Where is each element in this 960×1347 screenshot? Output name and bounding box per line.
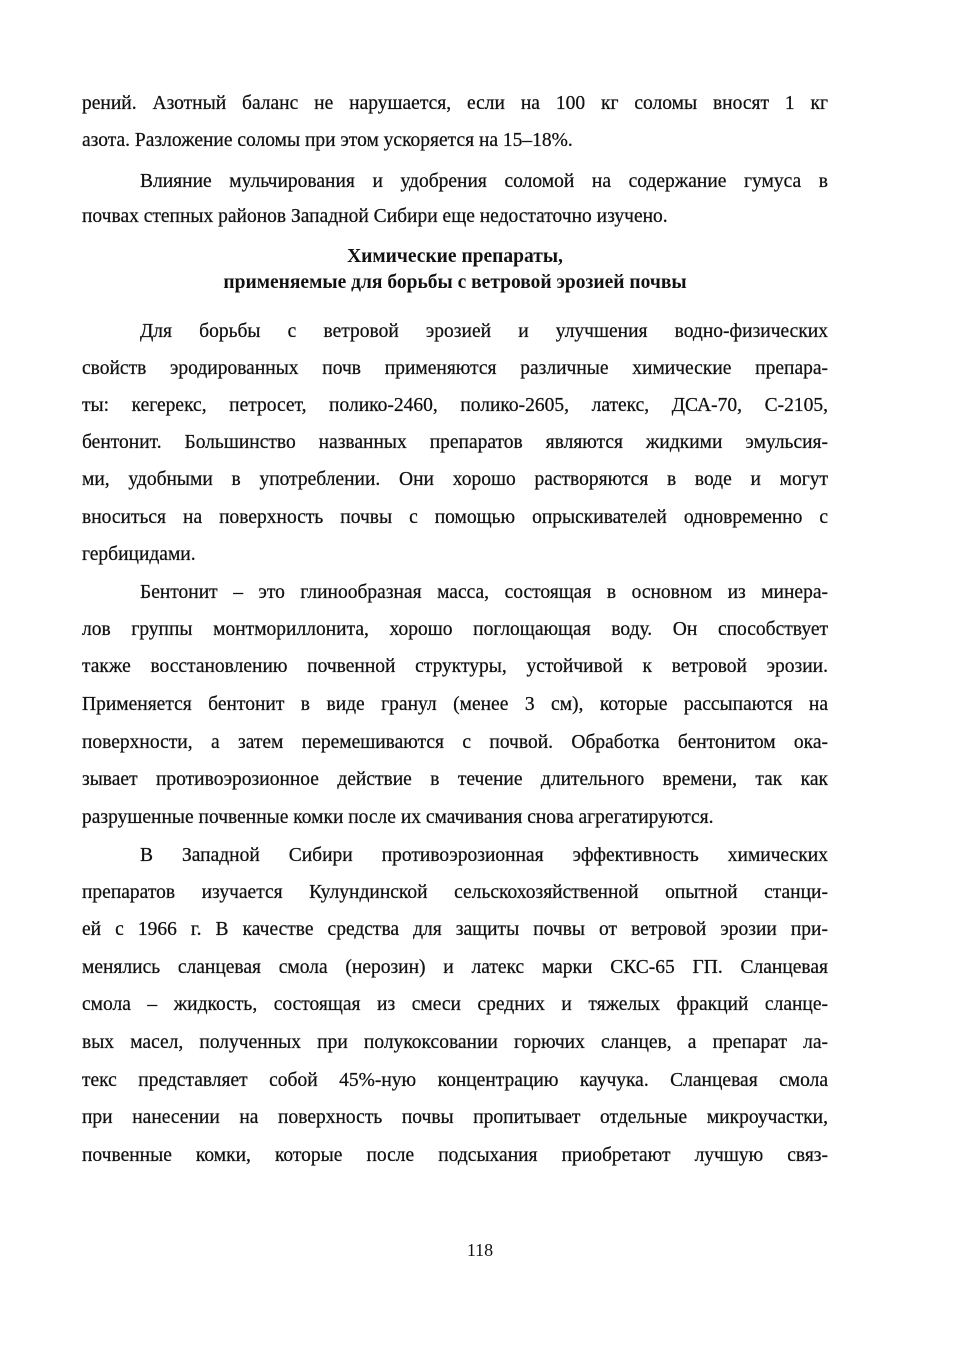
text-line: препаратов изучается Кулундинской сельскохозяйственной опытной станци- bbox=[82, 882, 828, 903]
text-line: рений. Азотный баланс не нарушается, если на 100 кг соломы вносят 1 кг bbox=[82, 93, 828, 114]
text-line: свойств эродированных почв применяются различные химические препара- bbox=[82, 358, 828, 379]
text-line: В Западной Сибири противоэрозионная эффективность химических bbox=[140, 845, 828, 866]
text-line: также восстановлению почвенной структуры, устойчивой к ветровой эрозии. bbox=[82, 656, 828, 677]
text-line: смола – жидкость, состоящая из смеси средних и тяжелых фракций сланце- bbox=[82, 994, 828, 1015]
text-line: вноситься на поверхность почвы с помощью опрыскивателей одновременно с bbox=[82, 507, 828, 528]
text-line: разрушенные почвенные комки после их смачивания снова агрегатируются. bbox=[82, 807, 714, 828]
text-line: Влияние мульчирования и удобрения соломой на содержание гумуса в bbox=[140, 171, 828, 192]
text-line: текс представляет собой 45%-ную концентрацию каучука. Сланцевая смола bbox=[82, 1070, 828, 1091]
text-line: лов группы монтмориллонита, хорошо поглощающая воду. Он способствует bbox=[82, 619, 828, 640]
text-line: Бентонит – это глинообразная масса, состоящая в основном из минера- bbox=[140, 582, 828, 603]
text-line: Для борьбы с ветровой эрозией и улучшения водно-физических bbox=[140, 321, 828, 342]
text-line: вых масел, полученных при полукоксовании горючих сланцев, а препарат ла- bbox=[82, 1032, 828, 1053]
text-line: ты: кегерекс, петросет, полико-2460, полико-2605, латекс, ДСА-70, С-2105, bbox=[82, 395, 828, 416]
text-line: ей с 1966 г. В качестве средства для защиты почвы от ветровой эрозии при- bbox=[82, 919, 828, 940]
text-line: поверхности, а затем перемешиваются с почвой. Обработка бентонитом ока- bbox=[82, 732, 828, 753]
text-line: зывает противоэрозионное действие в течение длительного времени, так как bbox=[82, 769, 828, 790]
text-line: почвах степных районов Западной Сибири еще недостаточно изучено. bbox=[82, 206, 668, 227]
text-line: азота. Разложение соломы при этом ускоряется на 15–18%. bbox=[82, 130, 573, 151]
page-number: 118 bbox=[466, 1240, 494, 1260]
text-line: при нанесении на поверхность почвы пропитывает отдельные микроучастки, bbox=[82, 1107, 828, 1128]
text-line: менялись сланцевая смола (нерозин) и латекс марки СКС-65 ГП. Сланцевая bbox=[82, 957, 828, 978]
section-heading-line: применяемые для борьбы с ветровой эрозией почвы bbox=[223, 272, 687, 293]
text-line: ми, удобными в употреблении. Они хорошо растворяются в воде и могут bbox=[82, 469, 828, 490]
text-line: бентонит. Большинство названных препаратов являются жидкими эмульсия- bbox=[82, 432, 828, 453]
section-heading-line: Химические препараты, bbox=[347, 246, 563, 267]
text-line: Применяется бентонит в виде гранул (менее 3 см), которые рассыпаются на bbox=[82, 694, 828, 715]
text-line: почвенные комки, которые после подсыхания приобретают лучшую связ- bbox=[82, 1145, 828, 1166]
text-line: гербицидами. bbox=[82, 544, 196, 565]
